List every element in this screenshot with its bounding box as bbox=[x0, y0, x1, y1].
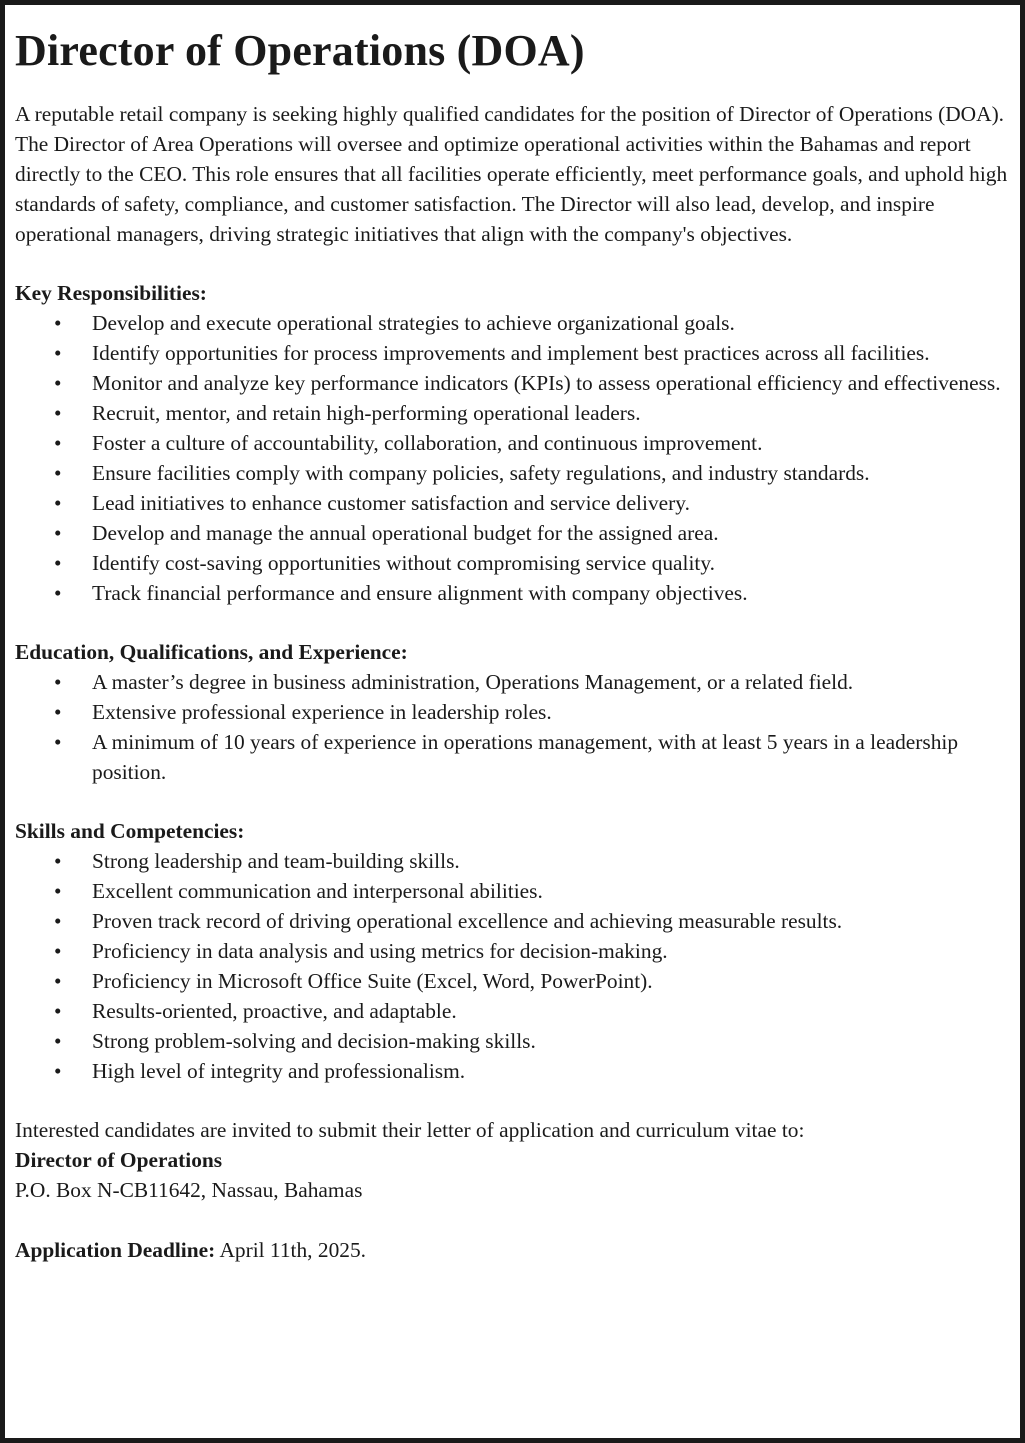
list-item: • Track financial performance and ensure alignment with company objectives. bbox=[15, 578, 1008, 608]
section-heading-skills: Skills and Competencies: bbox=[15, 819, 245, 843]
list-item: • Recruit, mentor, and retain high-performing operational leaders. bbox=[15, 398, 1008, 428]
page-title: Director of Operations (DOA) bbox=[15, 26, 585, 75]
list-item: • Ensure facilities comply with company policies, safety regulations, and industry standards. bbox=[15, 458, 1008, 488]
list-item: • A minimum of 10 years of experience in operations management, with at least 5 years in a leadership position. bbox=[15, 727, 1008, 787]
skills-section bbox=[15, 816, 1008, 1086]
deadline-date: April 11th, 2025. bbox=[219, 1238, 366, 1262]
responsibilities-list bbox=[15, 308, 1008, 608]
list-item: • High level of integrity and professionalism. bbox=[15, 1056, 1008, 1086]
list-item: • A master’s degree in business administration, Operations Management, or a related field. bbox=[15, 667, 1008, 697]
deadline-label: Application Deadline: bbox=[15, 1238, 216, 1262]
list-item: • Lead initiatives to enhance customer satisfaction and service delivery. bbox=[15, 488, 1008, 518]
list-item: • Foster a culture of accountability, collaboration, and continuous improvement. bbox=[15, 428, 1008, 458]
skills-list bbox=[15, 846, 1008, 1086]
list-item: • Develop and execute operational strategies to achieve organizational goals. bbox=[15, 308, 1008, 338]
section-heading-education: Education, Qualifications, and Experience: bbox=[15, 640, 408, 664]
application-deadline bbox=[15, 1235, 1008, 1265]
responsibilities-section bbox=[15, 278, 1008, 608]
contact-section bbox=[15, 1115, 1008, 1265]
list-item: • Strong leadership and team-building skills. bbox=[15, 846, 1008, 876]
list-item: • Strong problem-solving and decision-making skills. bbox=[15, 1026, 1008, 1056]
section-heading-responsibilities: Key Responsibilities: bbox=[15, 281, 207, 305]
list-item: • Monitor and analyze key performance indicators (KPIs) to assess operational efficiency and effectiveness. bbox=[15, 368, 1008, 398]
list-item: • Identify opportunities for process improvements and implement best practices across all facilities. bbox=[15, 338, 1008, 368]
list-item: • Results-oriented, proactive, and adaptable. bbox=[15, 996, 1008, 1026]
list-item: • Extensive professional experience in leadership roles. bbox=[15, 697, 1008, 727]
list-item: • Proficiency in data analysis and using metrics for decision-making. bbox=[15, 936, 1008, 966]
recipient-name: Director of Operations bbox=[15, 1148, 223, 1172]
education-list bbox=[15, 667, 1008, 787]
list-item: • Develop and manage the annual operational budget for the assigned area. bbox=[15, 518, 1008, 548]
intro-paragraph: A reputable retail company is seeking highly qualified candidates for the position of Director of Operations (DOA). The Director of Area Operations will oversee and optimize operational activities within the Bahamas and report directly to the CEO. This role ensures that all facilities operate efficiently, meet performance goals, and uphold high standards of safety, compliance, and customer satisfaction. The Director will also lead, develop, and inspire operational managers, driving strategic initiatives that align with the company's objectives. bbox=[15, 102, 1008, 246]
education-section bbox=[15, 637, 1008, 787]
list-item: • Identify cost-saving opportunities without compromising service quality. bbox=[15, 548, 1008, 578]
list-item: • Proven track record of driving operational excellence and achieving measurable results. bbox=[15, 906, 1008, 936]
application-invite: Interested candidates are invited to submit their letter of application and curriculum vitae to: bbox=[15, 1118, 805, 1142]
list-item: • Proficiency in Microsoft Office Suite (Excel, Word, PowerPoint). bbox=[15, 966, 1008, 996]
mailing-address: P.O. Box N-CB11642, Nassau, Bahamas bbox=[15, 1178, 363, 1202]
list-item: • Excellent communication and interpersonal abilities. bbox=[15, 876, 1008, 906]
